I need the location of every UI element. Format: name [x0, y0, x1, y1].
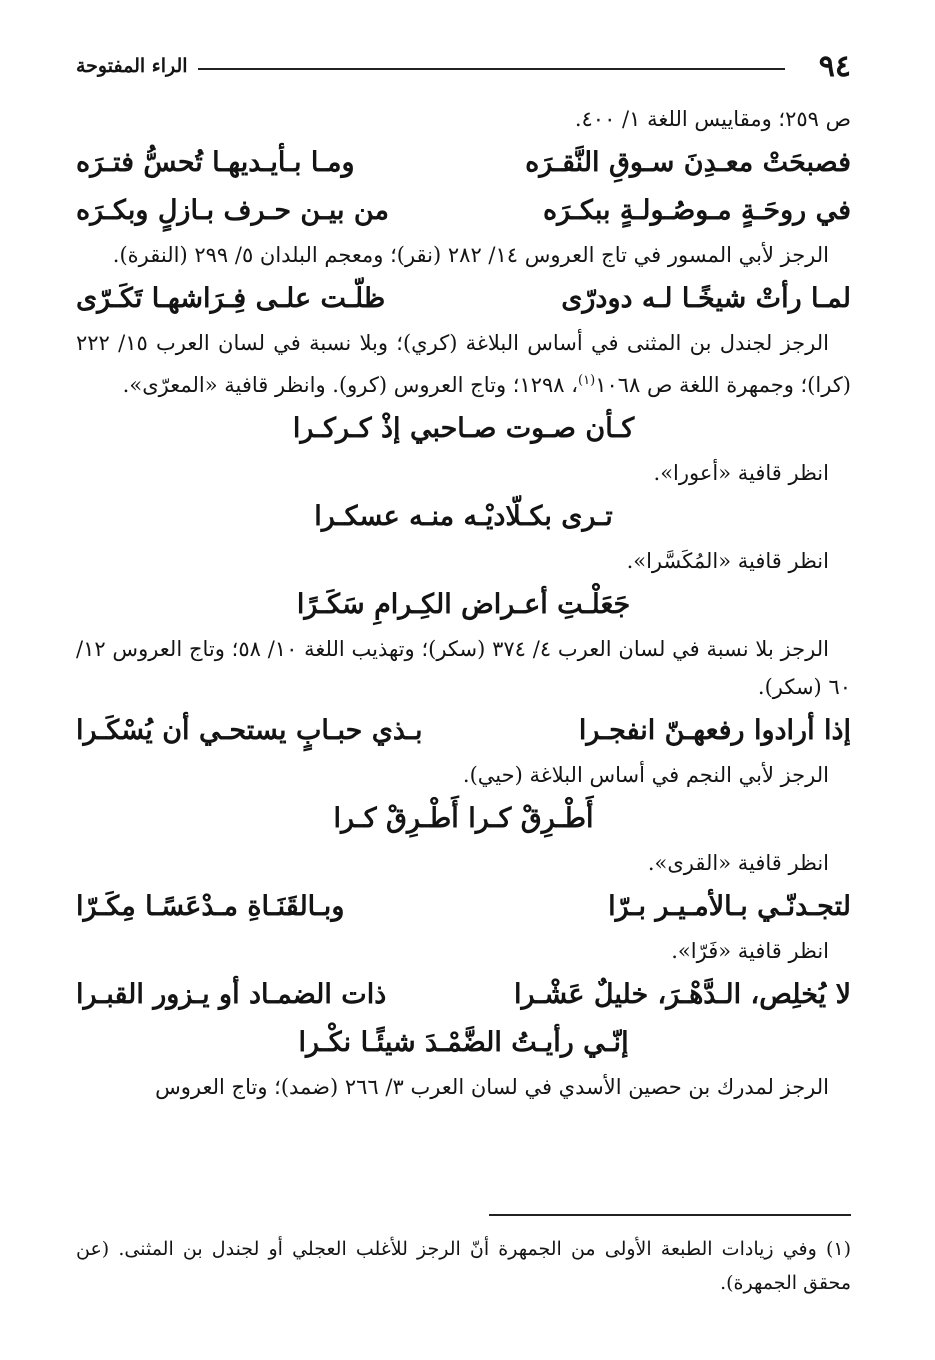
prose-paragraph	[76, 630, 851, 706]
verse-text: إنّـي رأيـتُ الضَّمْـدَ شيئًـا نكْـرا	[298, 1027, 629, 1058]
verse-first-hemistich: لا يُخلِص، الـدَّهْـرَ، خليلٌ عَشْـرا	[514, 979, 851, 1010]
verse-first-hemistich: في روحَـةٍ مـوصُـولـةٍ ببكـرَه	[542, 195, 851, 226]
verse-second-hemistich: من بيـن حـرف بـازلٍ وبكـرَه	[76, 195, 389, 226]
header-rule	[198, 68, 785, 70]
verse-line-centered	[76, 1020, 851, 1066]
verse-line-centered	[76, 796, 851, 842]
page-body	[76, 100, 851, 1106]
verse-text: جَعَلْـتِ أعـراض الكِـرامِ سَكَـرًا	[296, 589, 631, 620]
page-header	[76, 46, 851, 86]
prose-text: انظر قافية «فَرّا».	[671, 939, 829, 963]
verse-second-hemistich: وبـالقَنَـاةِ مـدْعَسًـا مِكَـرّا	[76, 891, 345, 922]
prose-paragraph	[76, 324, 851, 404]
verse-line	[76, 188, 851, 234]
verse-line	[76, 276, 851, 322]
verse-line	[76, 884, 851, 930]
page-number: ٩٤	[818, 48, 851, 84]
prose-text: ، ١٢٩٨؛ وتاج العروس (كرو). وانظر قافية «المعرّى».	[122, 373, 579, 397]
prose-paragraph	[76, 236, 851, 274]
verse-line	[76, 708, 851, 754]
verse-line-centered	[76, 582, 851, 628]
footnote-rule	[489, 1214, 851, 1216]
prose-paragraph	[76, 454, 851, 492]
verse-first-hemistich: إذا أرادوا رفعهـنّ انفجـرا	[578, 715, 851, 746]
prose-text: انظر قافية «أعورا».	[653, 461, 829, 485]
verse-second-hemistich: ظلّـت علـى فِـرَاشهـا تَكَـرّى	[76, 283, 386, 314]
prose-paragraph	[76, 844, 851, 882]
prose-paragraph	[76, 1068, 851, 1106]
verse-second-hemistich: ذات الضمـاد أو يـزور القبـرا	[76, 979, 387, 1010]
prose-paragraph	[76, 542, 851, 580]
verse-line-centered	[76, 406, 851, 452]
running-title: الراء المفتوحة	[76, 55, 188, 77]
verse-text: أَطْـرِقْ كـرا أَطْـرِقْ كـرا	[333, 803, 594, 834]
verse-text: تـرى بكـلّاديْـه منـه عسكـرا	[314, 501, 613, 532]
verse-text: كـأن صـوت صـاحبي إذْ كـركـرا	[292, 413, 635, 444]
prose-paragraph	[76, 100, 851, 138]
prose-text: الرجز لمدرك بن حصين الأسدي في لسان العرب ٣/ ٢٦٦ (ضمد)؛ وتاج العروس	[155, 1075, 829, 1099]
verse-line	[76, 140, 851, 186]
prose-text: الرجز لأبي النجم في أساس البلاغة (حيي).	[462, 763, 829, 787]
footnote-marker: (١)	[578, 373, 596, 388]
verse-first-hemistich: لمـا رأتْ شيخًـا لـه دودرّى	[561, 283, 851, 314]
verse-first-hemistich: لتجـدنّـي بـالأمـيـر بـرّا	[608, 891, 851, 922]
verse-line-centered	[76, 494, 851, 540]
footnote: (١) وفي زيادات الطبعة الأولى من الجمهرة أنّ الرجز للأغلب العجلي أو لجندل بن المثنى. (عن محقق الجمهرة).	[76, 1238, 851, 1294]
verse-line	[76, 972, 851, 1018]
verse-second-hemistich: ومـا بـأيـديهـا تُحسُّ فتـرَه	[76, 147, 355, 178]
verse-first-hemistich: فصبحَتْ معـدِنَ سـوقِ النَّقـرَه	[525, 147, 851, 178]
prose-text: الرجز لأبي المسور في تاج العروس ١٤/ ٢٨٢ (نقر)؛ ومعجم البلدان ٥/ ٢٩٩ (النقرة).	[112, 243, 829, 267]
prose-paragraph	[76, 932, 851, 970]
prose-text: انظر قافية «المُكَسَّرا».	[626, 549, 829, 573]
prose-text: ص ٢٥٩؛ ومقاييس اللغة ١/ ٤٠٠.	[574, 107, 851, 131]
prose-text: الرجز لجندل بن المثنى في أساس البلاغة (كري)؛ وبلا نسبة في لسان العرب ١٥/ ٢٢٢ (كرا)؛ وجمهرة اللغة ص ١٠٦٨	[76, 331, 851, 397]
verse-second-hemistich: بـذي حبـابٍ يستحـي أن يُسْكَـرا	[76, 715, 423, 746]
prose-text: انظر قافية «القرى».	[647, 851, 829, 875]
prose-paragraph	[76, 756, 851, 794]
prose-text: الرجز بلا نسبة في لسان العرب ٤/ ٣٧٤ (سكر)؛ وتهذيب اللغة ١٠/ ٥٨؛ وتاج العروس ١٢/ ٦٠ (سكر).	[76, 637, 851, 699]
